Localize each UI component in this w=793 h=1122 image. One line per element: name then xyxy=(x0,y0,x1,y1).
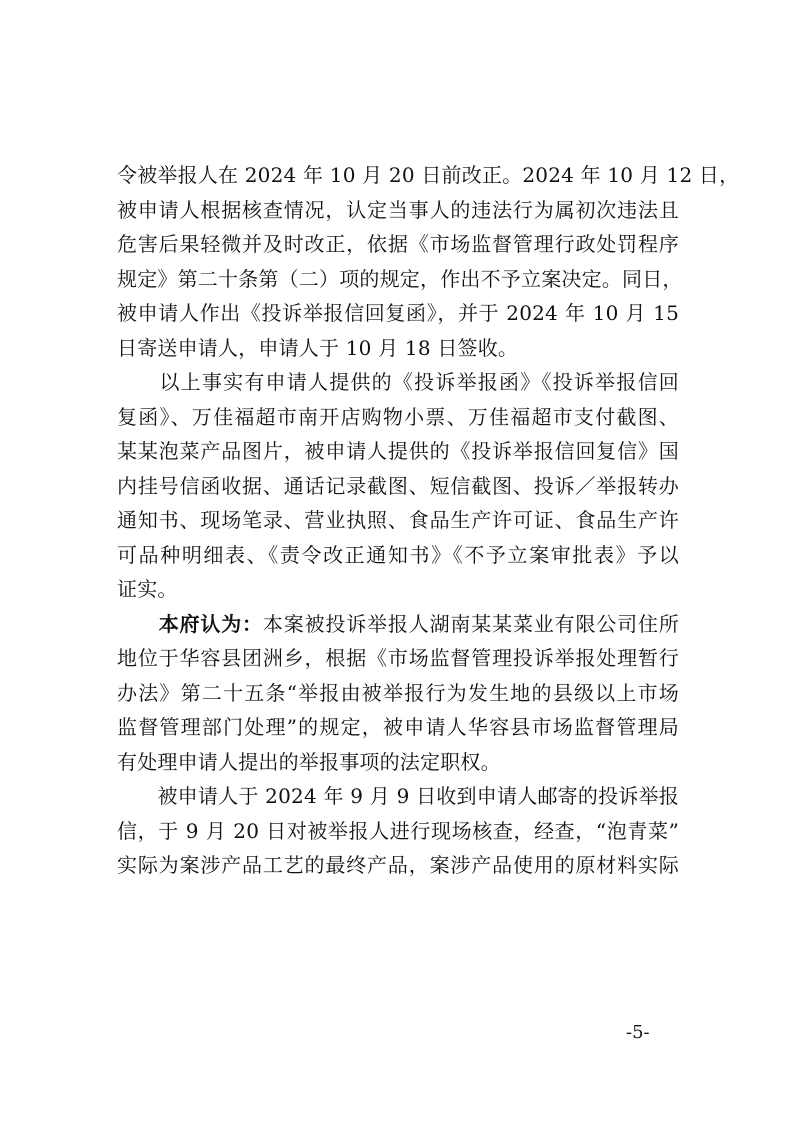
text-line: 复函》、万佳福超市南开店购物小票、万佳福超市支付截图、 xyxy=(117,404,679,429)
text-line: 通知书、现场笔录、营业执照、食品生产许可证、食品生产许 xyxy=(117,508,679,532)
text-line: 内挂号信函收据、通话记录截图、短信截图、投诉／举报转办 xyxy=(117,473,679,498)
text-line: 被申请人根据核查情况，认定当事人的违法行为属初次违法且 xyxy=(117,197,679,222)
page-number: -5- xyxy=(626,1022,650,1043)
text-line: 可品种明细表、《责令改正通知书》《不予立案审批表》予以 xyxy=(117,542,679,567)
text-line: 监督管理部门处理”的规定，被申请人华容县市场监督管理局 xyxy=(117,715,679,739)
text-line: 令被举报人在 2024 年 10 月 20 日前改正。2024 年 10 月 12 日， xyxy=(117,163,740,187)
text-line: 规定》第二十条第（二）项的规定，作出不予立案决定。同日， xyxy=(117,266,683,291)
text-line: 被申请人于 2024 年 9 月 9 日收到申请人邮寄的投诉举报 xyxy=(117,784,679,808)
text-line: 实际为案涉产品工艺的最终产品，案涉产品使用的原材料实际 xyxy=(117,853,679,877)
text-line: 某某泡菜产品图片，被申请人提供的《投诉举报信回复信》国 xyxy=(117,439,679,463)
text-line: 证实。 xyxy=(117,577,178,601)
text-line: 地位于华容县团洲乡，根据《市场监督管理投诉举报处理暂行 xyxy=(117,646,679,670)
conclusion-heading: 本府认为： xyxy=(158,611,263,636)
conclusion-first-line xyxy=(117,607,679,642)
conclusion-first-text: 本案被投诉举报人湖南某某菜业有限公司住所 xyxy=(262,611,680,636)
text-line: 办法》第二十五条“举报由被举报行为发生地的县级以上市场 xyxy=(117,680,679,705)
text-line: 日寄送申请人，申请人于 10 月 18 日签收。 xyxy=(117,335,519,360)
text-line: 以上事实有申请人提供的《投诉举报函》《投诉举报信回 xyxy=(117,370,679,394)
text-line: 危害后果轻微并及时改正，依据《市场监督管理行政处罚程序 xyxy=(117,232,679,256)
text-line: 被申请人作出《投诉举报信回复函》，并于 2024 年 10 月 15 xyxy=(117,301,679,325)
text-line: 信，于 9 月 20 日对被举报人进行现场核查，经查，“泡青菜” xyxy=(117,818,679,843)
body-text xyxy=(117,158,740,883)
text-line: 有处理申请人提出的举报事项的法定职权。 xyxy=(117,749,501,774)
